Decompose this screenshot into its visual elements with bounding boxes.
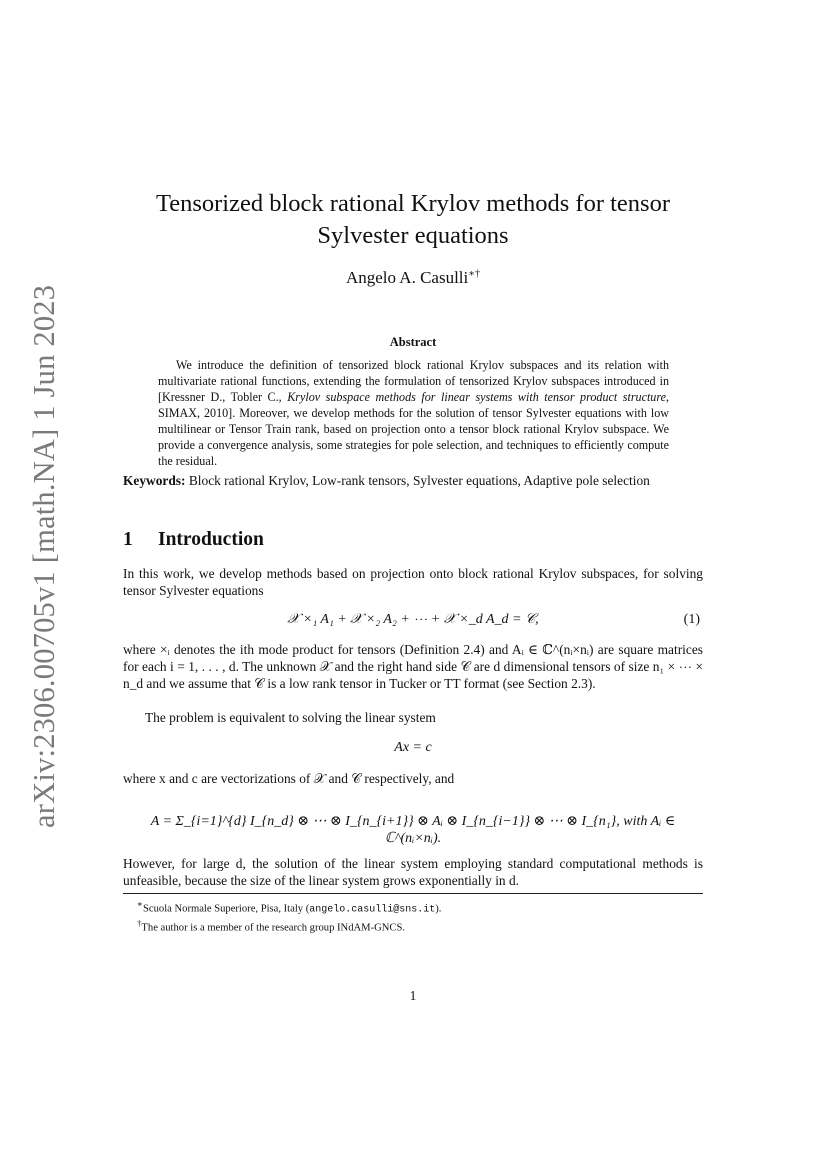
equation-1-body: 𝒳 ×₁ A₁ + 𝒳 ×₂ A₂ + ⋯ + 𝒳 ×_d A_d = 𝒞, [287,612,539,627]
keywords-label: Keywords: [123,473,186,488]
author-footnote-marks: ∗† [468,268,481,280]
abstract-text-1: We introduce the definition of tensorized block rational Krylov subspaces and its relation with multivariate rational functions, extending the formulation of tensorized Krylov subspaces introduced in [Kressner D., Tobler C., [158,358,669,404]
author-name: Angelo A. Casulli [345,268,469,287]
footnote-1-mark: ∗ [137,899,144,909]
author-line [120,268,706,288]
equation-1 [123,612,703,628]
footnote-1 [137,898,703,917]
footnote-2-mark: † [137,918,142,929]
equation-2: Ax = c [394,740,432,755]
abstract-heading: Abstract [389,335,437,349]
title-line-2: Sylvester equations [317,222,509,249]
section-number: 1 [123,529,133,550]
title-line-1: Tensorized block rational Krylov methods for tensor [155,190,670,217]
abstract-cited-title: Krylov subspace methods for linear systems with tensor product structure [287,390,666,404]
footnote-1-email: angelo.casulli@sns.it [309,904,436,916]
intro-paragraph-5: However, for large d, the solution of the linear system employing standard computational methods is unfeasible, because the size of the linear system grows exponentially in d. [123,856,703,889]
equation-1-number: (1) [683,612,700,627]
abstract-text-2: , SIMAX, 2010]. Moreover, we develop methods for the solution of tensor Sylvester equations with low multilinear or Tensor Train rank, based on projection onto a tensor block rational Krylov subspace. We provide a convergence analysis, some strategies for pole selection, and techniques to efficiently compute the residual. [158,390,670,468]
equation-3: A = Σ_{i=1}^{d} I_{n_d} ⊗ ⋯ ⊗ I_{n_{i+1}} ⊗ Aᵢ ⊗ I_{n_{i−1}} ⊗ ⋯ ⊗ I_{n₁}, with Aᵢ ∈ ℂ^(nᵢ×nᵢ). [150,814,676,846]
keywords-text: Block rational Krylov, Low-rank tensors, Sylvester equations, Adaptive pole selection [188,473,650,488]
keywords [123,472,703,490]
intro-paragraph-4: where x and c are vectorizations of 𝒳 and 𝒞 respectively, and [123,771,455,786]
page-number: 1 [409,988,417,1003]
footnotes [123,893,703,935]
footnote-1-end: ). [435,903,442,915]
arxiv-identifier-stamp: arXiv:2306.00705v1 [math.NA] 1 Jun 2023 [27,284,61,828]
footnote-2-text: The author is a member of the research group INdAM-GNCS. [141,922,406,934]
section-title: Introduction [158,529,264,550]
abstract-body [158,357,669,469]
intro-paragraph-3: The problem is equivalent to solving the linear system [145,710,436,725]
section-heading [123,529,264,551]
intro-paragraph-1: In this work, we develop methods based on projection onto block rational Krylov subspaces, for solving tensor Sylvester equations [123,566,703,599]
intro-paragraph-2: where ×ᵢ denotes the ith mode product for tensors (Definition 2.4) and Aᵢ ∈ ℂ^(nᵢ×nᵢ) are square matrices for each i = 1, . . . , d. The unknown 𝒳 and the right hand side 𝒞 are d dimensional tensors of size n₁ × ⋯ × n_d and we assume that 𝒞 is a low rank tensor in Tucker or TT format (see Section 2.3). [123,642,703,692]
footnote-2 [137,917,703,935]
paper-title [120,188,706,252]
footnote-1-text: Scuola Normale Superiore, Pisa, Italy ( [143,903,310,915]
